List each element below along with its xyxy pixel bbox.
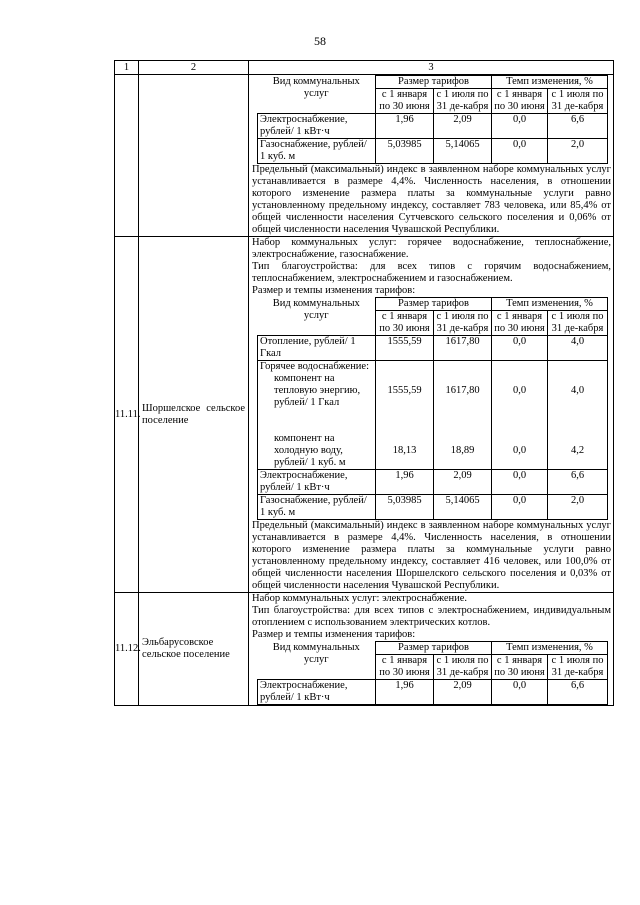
tariff-row-electro: Электроснабжение, рублей/ 1 кВт·ч 1,96 2,09 0,0 6,6 bbox=[258, 470, 608, 495]
th-kind: Вид коммунальных услуг bbox=[272, 297, 360, 321]
th-period-1: с 1 января по 30 июня bbox=[376, 655, 434, 680]
th-period-1: с 1 января по 30 июня bbox=[376, 311, 434, 336]
th-kind: Вид коммунальных услуг bbox=[272, 641, 360, 665]
th-period-1: с 1 января по 30 июня bbox=[492, 89, 548, 114]
th-change-rate: Темп изменения, % bbox=[492, 298, 608, 311]
header-row bbox=[115, 61, 614, 75]
tariff-table-top bbox=[257, 75, 608, 164]
improvement-type: Тип благоустройства: для всех типов с горячим водоснабжением, теплоснабжением, электроснабжением и газоснабжением. bbox=[252, 261, 611, 284]
services-set: Набор коммунальных услуг: электроснабжение. bbox=[252, 593, 468, 604]
table-row-11-11 bbox=[115, 237, 614, 593]
header-col-1: 1 bbox=[115, 61, 139, 75]
tariff-row-heat: Отопление, рублей/ 1 Гкал 1555,59 1617,80 0,0 4,0 bbox=[258, 336, 608, 361]
th-tariff-size: Размер тарифов bbox=[376, 642, 492, 655]
tariff-row-hot-water: Горячее водоснабжение: компонент на тепловую энергию, рублей/ 1 Гкал компонент на холодную воду, рублей/ 1 куб. м 1555,59 18,13 1617,80 18,89 0,0 0,0 4,0 4,2 bbox=[258, 361, 608, 470]
th-tariff-size: Размер тарифов bbox=[376, 76, 492, 89]
tariff-table-11-12 bbox=[257, 641, 608, 705]
index-paragraph: Предельный (максимальный) индекс в заявленном наборе коммунальных услуг устанавливается в размере 4,4%. Численность населения, в отношении которого изменение размера платы за коммунальные услуги равно установленному предельному индексу, составляет 783 человека, или 85,4% от общей численности населения Сутчевского сельского поселения и 0,06% от общей численности населения Чувашской Республики. bbox=[252, 164, 611, 235]
tariff-row-electro: Электроснабжение, рублей/ 1 кВт·ч 1,96 2,09 0,0 6,6 bbox=[258, 680, 608, 705]
index-paragraph: Предельный (максимальный) индекс в заявленном наборе коммунальных услуг устанавливается в размере 4,4%. Численность населения, в отношении которого изменение размера платы за коммунальные услуги равно установленному предельному индексу, составляет 416 человек, или 100,0% от общей численности населения Шоршелского сельского поселения и 0,03% от общей численности населения Чувашской Республики. bbox=[252, 520, 611, 591]
tariff-table-11-11 bbox=[257, 297, 608, 520]
th-period-1: с 1 января по 30 июня bbox=[492, 655, 548, 680]
th-period-2: с 1 июля по 31 де-кабря bbox=[548, 89, 608, 114]
row-number: 11.11. bbox=[115, 237, 139, 593]
th-period-2: с 1 июля по 31 де-кабря bbox=[548, 311, 608, 336]
th-change-rate: Темп изменения, % bbox=[492, 642, 608, 655]
settlement-name: Шоршелское сельское поселение bbox=[139, 237, 249, 593]
main-table bbox=[114, 60, 614, 706]
component-heat-label: компонент на тепловую энергию, рублей/ 1 Гкал bbox=[274, 373, 361, 408]
th-period-1: с 1 января по 30 июня bbox=[376, 89, 434, 114]
header-col-3: 3 bbox=[249, 61, 614, 75]
table-row-11-12 bbox=[115, 593, 614, 706]
sizes-label: Размер и темпы изменения тарифов: bbox=[252, 629, 416, 640]
tariff-row-gas: Газоснабжение, рублей/ 1 куб. м 5,03985 5,14065 0,0 2,0 bbox=[258, 139, 608, 164]
tariff-row-gas: Газоснабжение, рублей/ 1 куб. м 5,03985 5,14065 0,0 2,0 bbox=[258, 495, 608, 520]
improvement-type: Тип благоустройства: для всех типов с электроснабжением, индивидуальным отоплением с использованием электрических котлов. bbox=[252, 605, 611, 628]
th-period-1: с 1 января по 30 июня bbox=[492, 311, 548, 336]
sizes-label: Размер и темпы изменения тарифов: bbox=[252, 285, 416, 296]
th-period-2: с 1 июля по 31 де-кабря bbox=[434, 311, 492, 336]
table-row-continuation bbox=[115, 75, 614, 237]
page-number: 58 bbox=[314, 34, 326, 48]
tariff-row-electro: Электроснабжение, рублей/ 1 кВт·ч 1,96 2,09 0,0 6,6 bbox=[258, 114, 608, 139]
hot-water-label: Горячее водоснабжение: bbox=[260, 361, 370, 372]
th-change-rate: Темп изменения, % bbox=[492, 76, 608, 89]
th-kind: Вид коммунальных услуг bbox=[272, 75, 360, 99]
th-period-2: с 1 июля по 31 де-кабря bbox=[434, 89, 492, 114]
th-period-2: с 1 июля по 31 де-кабря bbox=[548, 655, 608, 680]
th-tariff-size: Размер тарифов bbox=[376, 298, 492, 311]
settlement-name: Эльбарусовское сельское поселение bbox=[139, 593, 249, 706]
services-set: Набор коммунальных услуг: горячее водоснабжение, теплоснабжение, электроснабжение, газоснабжение. bbox=[252, 237, 611, 260]
component-water-label: компонент на холодную воду, рублей/ 1 куб. м bbox=[274, 433, 346, 468]
header-col-2: 2 bbox=[139, 61, 249, 75]
th-period-2: с 1 июля по 31 де-кабря bbox=[434, 655, 492, 680]
row-number: 11.12. bbox=[115, 593, 139, 706]
